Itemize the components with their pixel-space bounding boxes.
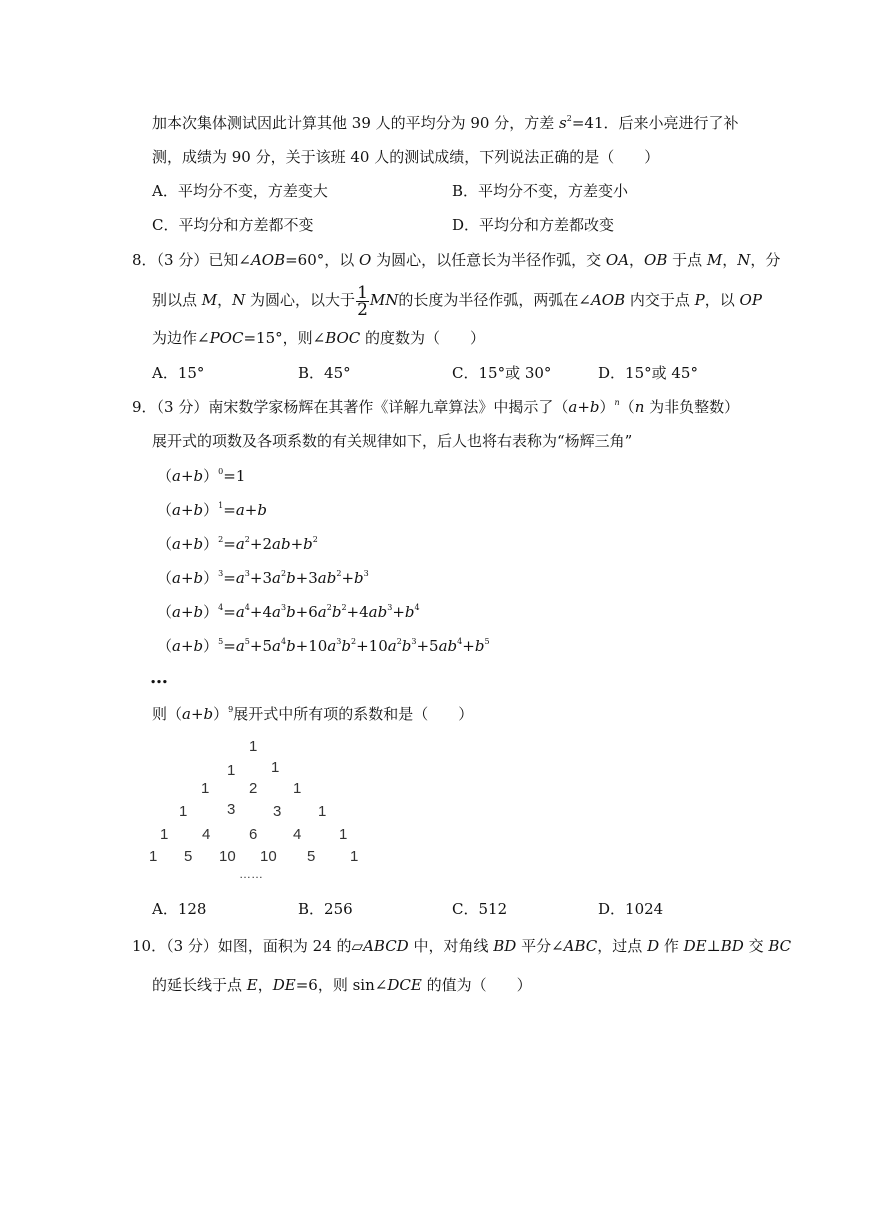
tri-r5-c3: 10 — [260, 848, 277, 865]
tri-r5-c5: 1 — [350, 848, 359, 865]
tri-dots: …… — [239, 867, 263, 881]
q8-line-2: 别以点 M，N 为圆心，以大于 $\frac{1}{2}$ MN的长度为半径作弧，两弧在∠AOB 内交于点 P，以 OP — [152, 282, 762, 320]
tri-r3-c0: 1 — [179, 803, 188, 820]
q8-line-3: 为边作∠POC=15°，则∠BOC 的度数为（ ） — [152, 329, 486, 347]
q8-option-c[interactable]: C．15°或 30° — [452, 364, 552, 382]
q10-line-1: 10．（3 分）如图，面积为 24 的▱ABCD 中，对角线 BD 平分∠ABC，过点 D 作 DE⊥BD 交 BC — [132, 937, 792, 955]
q7-option-c[interactable]: C．平均分和方差都不变 — [152, 216, 314, 234]
expansion-0: $(a+b)^0=1$ — [157, 467, 246, 485]
tri-r5-c0: 1 — [149, 848, 158, 865]
variance-symbol: s — [559, 114, 567, 132]
expansion-2: $(a+b)^2=a^2+2ab+b^2$ — [157, 535, 318, 553]
tri-r5-c2: 10 — [219, 848, 236, 865]
tri-r1-c1: 1 — [271, 759, 280, 776]
q9-option-a[interactable]: A．128 — [152, 900, 207, 918]
tri-r5-c1: 5 — [184, 848, 193, 865]
tri-r3-c2: 3 — [273, 803, 282, 820]
tri-r4-c3: 4 — [293, 826, 302, 843]
q9-option-b[interactable]: B．256 — [298, 900, 353, 918]
expansion-ellipsis: … — [150, 667, 168, 688]
tri-r4-c4: 1 — [339, 826, 348, 843]
q9-option-d[interactable]: D．1024 — [598, 900, 664, 918]
expansion-3: $(a+b)^3=a^3+3a^2b+3ab^2+b^3$ — [157, 569, 369, 587]
q9-line-1: 9．（3 分）南宋数学家杨辉在其著作《详解九章算法》中揭示了$(a+b)^n(n$ 为非负整数） — [132, 398, 740, 416]
tri-r3-c3: 1 — [318, 803, 327, 820]
tri-r2-c0: 1 — [201, 780, 210, 797]
q7-line-1: 加本次集体测试因此计算其他 39 人的平均分为 90 分，方差 $s^2=41$．后来小亮进行了补 — [152, 114, 739, 132]
tri-r2-c1: 2 — [249, 780, 258, 797]
tri-r4-c1: 4 — [202, 826, 211, 843]
tri-r0-c0: 1 — [249, 738, 258, 755]
tri-r2-c2: 1 — [293, 780, 302, 797]
q9-option-c[interactable]: C．512 — [452, 900, 508, 918]
q8-option-b[interactable]: B．45° — [298, 364, 351, 382]
expansion-4: $(a+b)^4=a^4+4a^3b+6a^2b^2+4ab^3+b^4$ — [157, 603, 420, 621]
q9-question: 则$(a+b)^9$展开式中所有项的系数和是（ ） — [152, 705, 474, 723]
q7-option-d[interactable]: D．平均分和方差都改变 — [452, 216, 615, 234]
fraction-one-half: $\frac{1}{2}$ — [357, 282, 368, 320]
q8-option-d[interactable]: D．15°或 45° — [598, 364, 698, 382]
tri-r4-c0: 1 — [160, 826, 169, 843]
tri-r1-c0: 1 — [227, 762, 236, 779]
q10-line-2: 的延长线于点 E，DE=6，则 sin∠DCE 的值为（ ） — [152, 976, 532, 994]
q9-line-2: 展开式的项数及各项系数的有关规律如下，后人也将右表称为“杨辉三角” — [152, 432, 633, 450]
q8-line-1: 8．（3 分）已知∠AOB=60°，以 O 为圆心，以任意长为半径作弧，交 OA，OB 于点 M，N，分 — [132, 251, 781, 269]
q7-line-2: 测，成绩为 90 分，关于该班 40 人的测试成绩，下列说法正确的是（ ） — [152, 148, 660, 166]
expansion-1: $(a+b)^1=a+b$ — [157, 501, 267, 519]
yanghui-triangle — [140, 735, 380, 885]
q7-option-b[interactable]: B．平均分不变，方差变小 — [452, 182, 629, 200]
expansion-5: $(a+b)^5=a^5+5a^4b+10a^3b^2+10a^2b^3+5ab^4+b^5$ — [157, 637, 490, 655]
tri-r5-c4: 5 — [307, 848, 316, 865]
tri-r4-c2: 6 — [249, 826, 258, 843]
q7-option-a[interactable]: A．平均分不变，方差变大 — [152, 182, 328, 200]
tri-r3-c1: 3 — [227, 801, 236, 818]
q8-option-a[interactable]: A．15° — [152, 364, 205, 382]
